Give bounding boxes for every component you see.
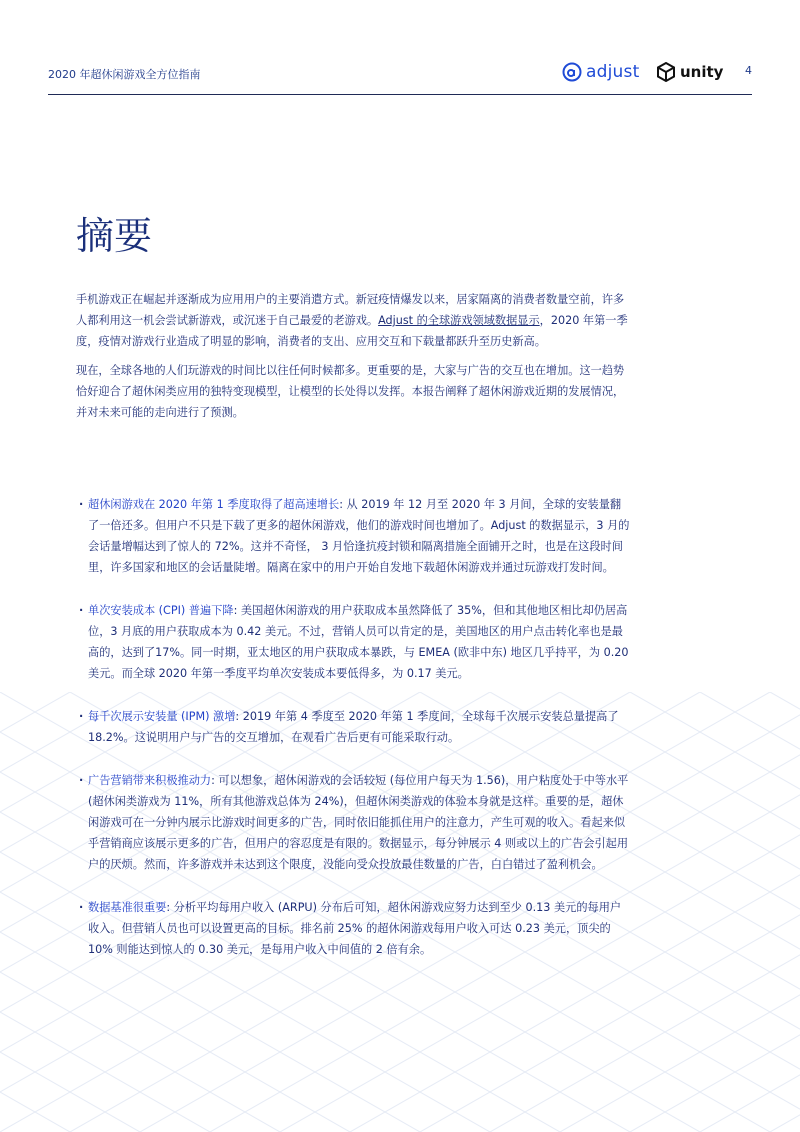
intro-text: 手机游戏正在崛起并逐渐成为应用用户的主要消遣方式。新冠疫情爆发以来，居家隔离的消费者数量空前，许多人都利用这一机会尝试新游戏，或沉迷于自己最爱的老游戏。 xyxy=(76,293,625,327)
adjust-logo-icon xyxy=(562,62,582,82)
bullet-marker: · xyxy=(79,604,84,617)
bullet-text: : 2019 年第 4 季度至 2020 年第 1 季度间，全球每千次展示安装总量提高了 18.2%。这说明用户与广告的交互增加，在观看广告后更有可能采取行动。 xyxy=(88,710,619,744)
page-number: 4 xyxy=(745,64,752,77)
list-item xyxy=(76,706,632,748)
unity-logo-text: unity xyxy=(680,63,724,81)
bullet-text: : 美国超休闲游戏的用户获取成本虽然降低了 35%，但和其他地区相比却仍居高位，3 月底的用户获取成本为 0.42 美元。不过，营销人员可以肯定的是，美国地区的用户点击转化率也是最高的，达到了17%。同一时期，亚太地区的用户获取成本暴跌，与 EMEA (欧非中东) 地区几乎持平，为 0.20 美元。而全球 2020 年第一季度平均单次安装成本要低得多，为 0.17 美元。 xyxy=(88,604,629,680)
key-findings-list xyxy=(76,494,632,982)
bullet-marker: · xyxy=(79,774,84,787)
bullet-heading: 单次安装成本 (CPI) 普遍下降 xyxy=(88,604,234,617)
bullet-text: : 可以想象，超休闲游戏的会话较短 (每位用户每天为 1.56)，用户粘度处于中等水平 (超休闲类游戏为 11%，所有其他游戏总体为 24%)，但超休闲类游戏的体验本身就是这样。重要的是，超休闲游戏可在一分钟内展示比游戏时间更多的广告，同时依旧能抓住用户的注意力，产生可观的收入。看起来似乎营销商应该展示更多的广告，但用户的容忍度是有限的。数据显示，每分钟展示 4 则或以上的广告会引起用户的厌烦。然而，许多游戏并未达到这个限度，没能向受众投放最佳数量的广告，白白错过了盈利机会。 xyxy=(88,774,629,871)
unity-logo xyxy=(656,62,723,82)
bullet-heading: 数据基准很重要 xyxy=(88,901,167,914)
bullet-heading: 每千次展示安装量 (IPM) 激增 xyxy=(88,710,236,723)
list-item xyxy=(76,897,632,960)
page-header xyxy=(48,56,752,95)
bullet-marker: · xyxy=(79,710,84,723)
intro-paragraph-1 xyxy=(76,289,632,352)
adjust-logo xyxy=(562,62,639,82)
unity-logo-icon xyxy=(656,62,676,82)
bullet-text: : 分析平均每用户收入 (ARPU) 分布后可知，超休闲游戏应努力达到至少 0.13 美元的每用户收入。但营销人员也可以设置更高的目标。排名前 25% 的超休闲游戏每用户收入可达 0.23 美元，顶尖的 10% 则能达到惊人的 0.30 美元，是每用户收入中间值的 2 倍有余。 xyxy=(88,901,622,956)
list-item xyxy=(76,494,632,578)
bullet-marker: · xyxy=(79,498,84,511)
adjust-data-link[interactable]: Adjust 的全球游戏领域数据显示 xyxy=(378,314,540,327)
intro-text: ，2020 年第一季度，疫情对游戏行业造成了明显的影响，消费者的支出、应用交互和下载量都跃升至历史新高。 xyxy=(76,314,628,348)
list-item xyxy=(76,770,632,875)
intro-paragraph-2: 现在，全球各地的人们玩游戏的时间比以往任何时候都多。更重要的是，大家与广告的交互也在增加。这一趋势恰好迎合了超休闲类应用的独特变现模型，让模型的长处得以发挥。本报告阐释了超休闲游戏近期的发展情况，并对未来可能的走向进行了预测。 xyxy=(76,364,625,419)
header-title: 2020 年超休闲游戏全方位指南 xyxy=(48,68,201,81)
bullet-heading: 广告营销带来积极推动力 xyxy=(88,774,212,787)
bullet-text: : 从 2019 年 12 月至 2020 年 3 月间，全球的安装量翻了一倍还多。但用户不只是下载了更多的超休闲游戏，他们的游戏时间也增加了。Adjust 的数据显示，3 月的会话量增幅达到了惊人的 72%。这并不奇怪， 3 月恰逢抗疫封锁和隔离措施全面铺开之时，也是在这段时间里，许多国家和地区的会话量陡增。隔离在家中的用户开始自发地下载超休闲游戏并通过玩游戏打发时间。 xyxy=(88,498,630,574)
bullet-marker: · xyxy=(79,901,84,914)
list-item xyxy=(76,600,632,684)
bullet-heading: 超休闲游戏在 2020 年第 1 季度取得了超高速增长 xyxy=(88,498,340,511)
adjust-logo-text: adjust xyxy=(586,62,640,82)
page-title: 摘要 xyxy=(76,214,153,258)
